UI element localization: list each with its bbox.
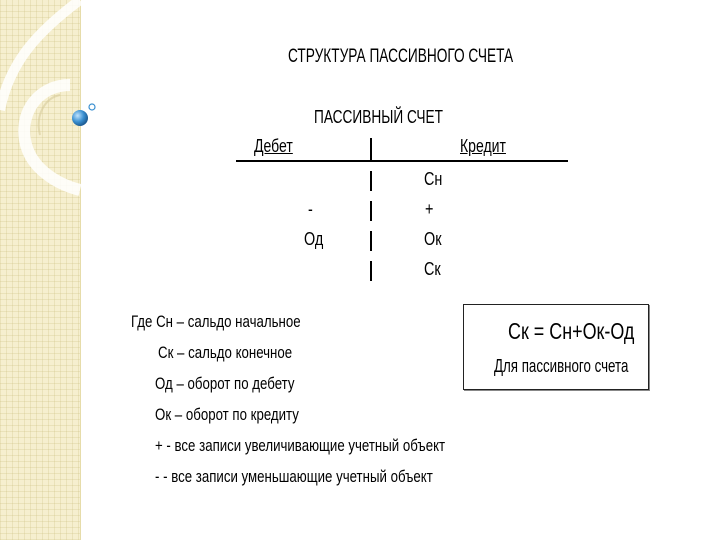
credit-label: Кредит <box>460 136 506 156</box>
debit-label: Дебет <box>254 136 293 156</box>
t-account-divider <box>370 231 372 251</box>
t-account-divider <box>370 171 372 191</box>
legend-item: Ок – оборот по кредиту <box>155 405 299 424</box>
t-account-horizontal-line <box>236 160 568 162</box>
t-account-divider <box>370 201 372 221</box>
legend-item: Од – оборот по дебету <box>155 374 295 393</box>
debit-cell: - <box>308 199 313 219</box>
account-title: ПАССИВНЫЙ СЧЕТ <box>314 107 444 127</box>
slide-title: СТРУКТУРА ПАССИВНОГО СЧЕТА <box>288 46 514 67</box>
credit-cell: Сн <box>424 169 443 189</box>
debit-cell: Од <box>304 229 324 249</box>
legend-item: Ск – сальдо конечное <box>158 343 293 362</box>
t-account-divider <box>370 261 372 281</box>
formula-caption: Для пассивного счета <box>494 356 629 376</box>
legend-item: + - все записи увеличивающие учетный объект <box>155 436 446 455</box>
legend-item: - - все записи уменьшающие учетный объект <box>155 467 433 486</box>
bubble-icon <box>70 100 100 130</box>
formula-box <box>463 304 649 390</box>
credit-cell: Ок <box>424 229 442 249</box>
formula-text: Ск = Сн+Ок-Од <box>508 318 635 344</box>
credit-cell: + <box>425 199 434 219</box>
t-account-header-divider <box>370 138 372 162</box>
legend-item: Где Сн – сальдо начальное <box>131 312 301 331</box>
credit-cell: Ск <box>424 259 441 279</box>
